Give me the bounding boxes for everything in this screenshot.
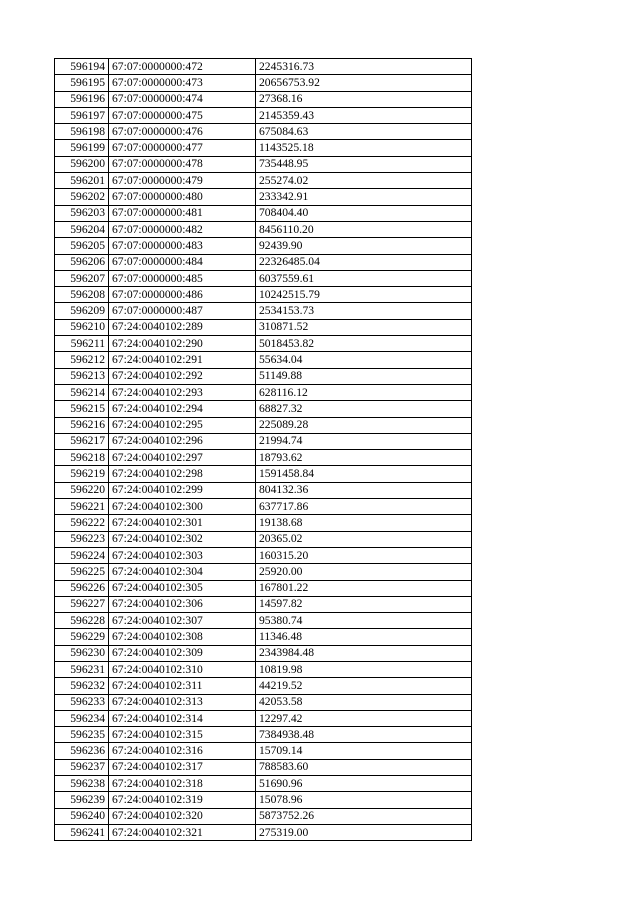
cadastral-number-cell: 67:07:0000000:486 bbox=[109, 287, 256, 303]
row-number-cell: 596227 bbox=[55, 596, 109, 612]
cadastral-number-cell: 67:07:0000000:482 bbox=[109, 221, 256, 237]
cadastral-number-cell: 67:24:0040102:298 bbox=[109, 466, 256, 482]
table-row bbox=[55, 384, 472, 400]
table-row bbox=[55, 499, 472, 515]
row-number-cell: 596216 bbox=[55, 417, 109, 433]
cadastral-value-cell: 788583.60 bbox=[256, 759, 472, 775]
cadastral-value-cell: 2145359.43 bbox=[256, 107, 472, 123]
cadastral-value-cell: 2534153.73 bbox=[256, 303, 472, 319]
cadastral-value-cell: 310871.52 bbox=[256, 319, 472, 335]
table-row bbox=[55, 645, 472, 661]
cadastral-number-cell: 67:24:0040102:309 bbox=[109, 645, 256, 661]
cadastral-value-cell: 51149.88 bbox=[256, 368, 472, 384]
row-number-cell: 596204 bbox=[55, 221, 109, 237]
table-row bbox=[55, 596, 472, 612]
row-number-cell: 596238 bbox=[55, 776, 109, 792]
table-row bbox=[55, 482, 472, 498]
cadastral-number-cell: 67:07:0000000:480 bbox=[109, 189, 256, 205]
table-row bbox=[55, 221, 472, 237]
table-row bbox=[55, 287, 472, 303]
cadastral-number-cell: 67:24:0040102:313 bbox=[109, 694, 256, 710]
cadastral-number-cell: 67:07:0000000:478 bbox=[109, 156, 256, 172]
table-row bbox=[55, 107, 472, 123]
row-number-cell: 596237 bbox=[55, 759, 109, 775]
table-row bbox=[55, 59, 472, 75]
cadastral-value-cell: 51690.96 bbox=[256, 776, 472, 792]
cadastral-number-cell: 67:24:0040102:299 bbox=[109, 482, 256, 498]
cadastral-value-cell: 6037559.61 bbox=[256, 270, 472, 286]
cadastral-number-cell: 67:07:0000000:477 bbox=[109, 140, 256, 156]
cadastral-value-cell: 167801.22 bbox=[256, 580, 472, 596]
cadastral-value-table bbox=[54, 58, 472, 841]
row-number-cell: 596241 bbox=[55, 824, 109, 840]
table-row bbox=[55, 629, 472, 645]
table-row bbox=[55, 270, 472, 286]
cadastral-value-cell: 20656753.92 bbox=[256, 75, 472, 91]
row-number-cell: 596212 bbox=[55, 352, 109, 368]
cadastral-value-cell: 1143525.18 bbox=[256, 140, 472, 156]
cadastral-value-cell: 2343984.48 bbox=[256, 645, 472, 661]
cadastral-number-cell: 67:24:0040102:301 bbox=[109, 515, 256, 531]
table-row bbox=[55, 466, 472, 482]
cadastral-value-cell: 7384938.48 bbox=[256, 727, 472, 743]
row-number-cell: 596219 bbox=[55, 466, 109, 482]
row-number-cell: 596196 bbox=[55, 91, 109, 107]
table-row bbox=[55, 727, 472, 743]
cadastral-number-cell: 67:24:0040102:304 bbox=[109, 564, 256, 580]
row-number-cell: 596197 bbox=[55, 107, 109, 123]
table-row bbox=[55, 613, 472, 629]
cadastral-number-cell: 67:24:0040102:293 bbox=[109, 384, 256, 400]
cadastral-number-cell: 67:07:0000000:487 bbox=[109, 303, 256, 319]
row-number-cell: 596210 bbox=[55, 319, 109, 335]
cadastral-value-cell: 19138.68 bbox=[256, 515, 472, 531]
row-number-cell: 596232 bbox=[55, 678, 109, 694]
cadastral-number-cell: 67:24:0040102:307 bbox=[109, 613, 256, 629]
row-number-cell: 596223 bbox=[55, 531, 109, 547]
cadastral-value-cell: 44219.52 bbox=[256, 678, 472, 694]
row-number-cell: 596214 bbox=[55, 384, 109, 400]
row-number-cell: 596235 bbox=[55, 727, 109, 743]
row-number-cell: 596213 bbox=[55, 368, 109, 384]
row-number-cell: 596220 bbox=[55, 482, 109, 498]
row-number-cell: 596221 bbox=[55, 499, 109, 515]
cadastral-value-cell: 637717.86 bbox=[256, 499, 472, 515]
table-row bbox=[55, 824, 472, 840]
row-number-cell: 596217 bbox=[55, 433, 109, 449]
cadastral-value-cell: 233342.91 bbox=[256, 189, 472, 205]
row-number-cell: 596206 bbox=[55, 254, 109, 270]
cadastral-number-cell: 67:24:0040102:300 bbox=[109, 499, 256, 515]
cadastral-value-cell: 42053.58 bbox=[256, 694, 472, 710]
cadastral-number-cell: 67:07:0000000:476 bbox=[109, 124, 256, 140]
table-row bbox=[55, 433, 472, 449]
table-row bbox=[55, 450, 472, 466]
table-row bbox=[55, 336, 472, 352]
row-number-cell: 596240 bbox=[55, 808, 109, 824]
cadastral-value-cell: 11346.48 bbox=[256, 629, 472, 645]
table-row bbox=[55, 75, 472, 91]
cadastral-number-cell: 67:24:0040102:294 bbox=[109, 401, 256, 417]
cadastral-number-cell: 67:24:0040102:296 bbox=[109, 433, 256, 449]
cadastral-number-cell: 67:24:0040102:297 bbox=[109, 450, 256, 466]
cadastral-value-cell: 18793.62 bbox=[256, 450, 472, 466]
cadastral-number-cell: 67:24:0040102:303 bbox=[109, 547, 256, 563]
row-number-cell: 596215 bbox=[55, 401, 109, 417]
row-number-cell: 596228 bbox=[55, 613, 109, 629]
cadastral-value-cell: 92439.90 bbox=[256, 238, 472, 254]
table-row bbox=[55, 303, 472, 319]
row-number-cell: 596222 bbox=[55, 515, 109, 531]
cadastral-value-cell: 804132.36 bbox=[256, 482, 472, 498]
cadastral-value-cell: 675084.63 bbox=[256, 124, 472, 140]
cadastral-number-cell: 67:07:0000000:481 bbox=[109, 205, 256, 221]
table-body bbox=[55, 59, 472, 841]
table-row bbox=[55, 352, 472, 368]
row-number-cell: 596205 bbox=[55, 238, 109, 254]
table-row bbox=[55, 205, 472, 221]
row-number-cell: 596233 bbox=[55, 694, 109, 710]
cadastral-number-cell: 67:24:0040102:302 bbox=[109, 531, 256, 547]
row-number-cell: 596230 bbox=[55, 645, 109, 661]
row-number-cell: 596194 bbox=[55, 59, 109, 75]
table-row bbox=[55, 743, 472, 759]
cadastral-value-cell: 160315.20 bbox=[256, 547, 472, 563]
cadastral-number-cell: 67:24:0040102:321 bbox=[109, 824, 256, 840]
cadastral-number-cell: 67:24:0040102:306 bbox=[109, 596, 256, 612]
cadastral-number-cell: 67:07:0000000:479 bbox=[109, 173, 256, 189]
table-row bbox=[55, 808, 472, 824]
cadastral-value-cell: 20365.02 bbox=[256, 531, 472, 547]
row-number-cell: 596231 bbox=[55, 661, 109, 677]
cadastral-number-cell: 67:07:0000000:485 bbox=[109, 270, 256, 286]
cadastral-number-cell: 67:24:0040102:305 bbox=[109, 580, 256, 596]
table-row bbox=[55, 694, 472, 710]
row-number-cell: 596236 bbox=[55, 743, 109, 759]
table-row bbox=[55, 189, 472, 205]
cadastral-number-cell: 67:24:0040102:316 bbox=[109, 743, 256, 759]
row-number-cell: 596203 bbox=[55, 205, 109, 221]
cadastral-number-cell: 67:07:0000000:483 bbox=[109, 238, 256, 254]
table-row bbox=[55, 547, 472, 563]
table-row bbox=[55, 710, 472, 726]
cadastral-value-cell: 5018453.82 bbox=[256, 336, 472, 352]
cadastral-value-cell: 10819.98 bbox=[256, 661, 472, 677]
cadastral-number-cell: 67:24:0040102:310 bbox=[109, 661, 256, 677]
cadastral-number-cell: 67:07:0000000:474 bbox=[109, 91, 256, 107]
cadastral-value-cell: 255274.02 bbox=[256, 173, 472, 189]
cadastral-number-cell: 67:24:0040102:319 bbox=[109, 792, 256, 808]
row-number-cell: 596199 bbox=[55, 140, 109, 156]
table-row bbox=[55, 124, 472, 140]
table-row bbox=[55, 254, 472, 270]
cadastral-number-cell: 67:24:0040102:291 bbox=[109, 352, 256, 368]
table-row bbox=[55, 319, 472, 335]
row-number-cell: 596239 bbox=[55, 792, 109, 808]
table-row bbox=[55, 401, 472, 417]
cadastral-value-cell: 2245316.73 bbox=[256, 59, 472, 75]
table-row bbox=[55, 156, 472, 172]
cadastral-number-cell: 67:07:0000000:484 bbox=[109, 254, 256, 270]
row-number-cell: 596207 bbox=[55, 270, 109, 286]
table-row bbox=[55, 368, 472, 384]
cadastral-number-cell: 67:24:0040102:295 bbox=[109, 417, 256, 433]
cadastral-value-cell: 15709.14 bbox=[256, 743, 472, 759]
table-row bbox=[55, 678, 472, 694]
cadastral-value-cell: 708404.40 bbox=[256, 205, 472, 221]
cadastral-value-cell: 12297.42 bbox=[256, 710, 472, 726]
cadastral-value-cell: 225089.28 bbox=[256, 417, 472, 433]
cadastral-number-cell: 67:24:0040102:317 bbox=[109, 759, 256, 775]
cadastral-number-cell: 67:07:0000000:475 bbox=[109, 107, 256, 123]
cadastral-value-cell: 68827.32 bbox=[256, 401, 472, 417]
cadastral-value-cell: 10242515.79 bbox=[256, 287, 472, 303]
row-number-cell: 596209 bbox=[55, 303, 109, 319]
cadastral-value-cell: 5873752.26 bbox=[256, 808, 472, 824]
cadastral-value-cell: 1591458.84 bbox=[256, 466, 472, 482]
table-row bbox=[55, 776, 472, 792]
table-row bbox=[55, 515, 472, 531]
row-number-cell: 596211 bbox=[55, 336, 109, 352]
cadastral-number-cell: 67:24:0040102:289 bbox=[109, 319, 256, 335]
table-row bbox=[55, 140, 472, 156]
cadastral-number-cell: 67:24:0040102:318 bbox=[109, 776, 256, 792]
table-row bbox=[55, 417, 472, 433]
cadastral-value-cell: 22326485.04 bbox=[256, 254, 472, 270]
cadastral-value-cell: 95380.74 bbox=[256, 613, 472, 629]
table-row bbox=[55, 173, 472, 189]
cadastral-number-cell: 67:24:0040102:314 bbox=[109, 710, 256, 726]
cadastral-number-cell: 67:24:0040102:290 bbox=[109, 336, 256, 352]
table-row bbox=[55, 580, 472, 596]
row-number-cell: 596200 bbox=[55, 156, 109, 172]
cadastral-number-cell: 67:24:0040102:308 bbox=[109, 629, 256, 645]
cadastral-value-cell: 14597.82 bbox=[256, 596, 472, 612]
row-number-cell: 596234 bbox=[55, 710, 109, 726]
table-row bbox=[55, 531, 472, 547]
cadastral-value-cell: 15078.96 bbox=[256, 792, 472, 808]
cadastral-number-cell: 67:24:0040102:292 bbox=[109, 368, 256, 384]
row-number-cell: 596208 bbox=[55, 287, 109, 303]
row-number-cell: 596229 bbox=[55, 629, 109, 645]
table-row bbox=[55, 759, 472, 775]
cadastral-value-cell: 628116.12 bbox=[256, 384, 472, 400]
table-row bbox=[55, 792, 472, 808]
row-number-cell: 596198 bbox=[55, 124, 109, 140]
row-number-cell: 596195 bbox=[55, 75, 109, 91]
cadastral-value-cell: 275319.00 bbox=[256, 824, 472, 840]
row-number-cell: 596202 bbox=[55, 189, 109, 205]
cadastral-value-cell: 8456110.20 bbox=[256, 221, 472, 237]
row-number-cell: 596218 bbox=[55, 450, 109, 466]
row-number-cell: 596225 bbox=[55, 564, 109, 580]
cadastral-value-cell: 55634.04 bbox=[256, 352, 472, 368]
table-row bbox=[55, 238, 472, 254]
cadastral-value-cell: 27368.16 bbox=[256, 91, 472, 107]
cadastral-value-cell: 735448.95 bbox=[256, 156, 472, 172]
cadastral-number-cell: 67:07:0000000:472 bbox=[109, 59, 256, 75]
row-number-cell: 596201 bbox=[55, 173, 109, 189]
cadastral-number-cell: 67:24:0040102:315 bbox=[109, 727, 256, 743]
cadastral-number-cell: 67:07:0000000:473 bbox=[109, 75, 256, 91]
row-number-cell: 596226 bbox=[55, 580, 109, 596]
cadastral-number-cell: 67:24:0040102:320 bbox=[109, 808, 256, 824]
cadastral-value-cell: 25920.00 bbox=[256, 564, 472, 580]
table-row bbox=[55, 91, 472, 107]
cadastral-value-cell: 21994.74 bbox=[256, 433, 472, 449]
table-row bbox=[55, 661, 472, 677]
table-row bbox=[55, 564, 472, 580]
row-number-cell: 596224 bbox=[55, 547, 109, 563]
cadastral-number-cell: 67:24:0040102:311 bbox=[109, 678, 256, 694]
